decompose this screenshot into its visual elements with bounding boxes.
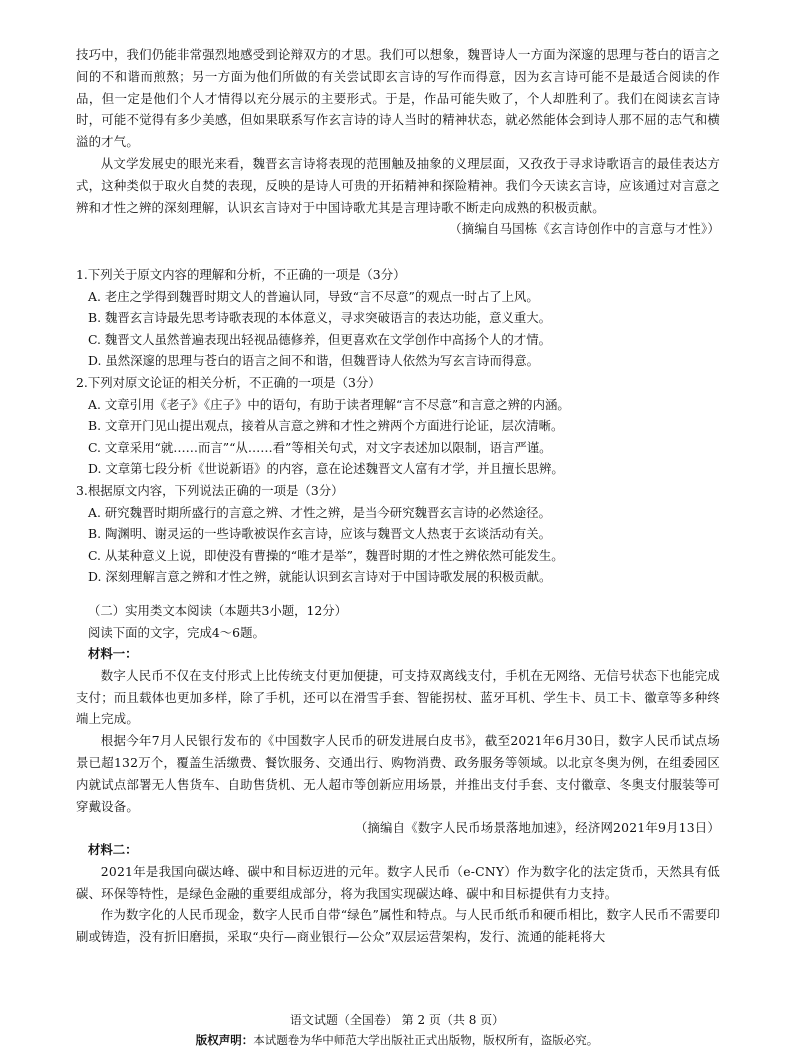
question-3 — [76, 480, 720, 588]
material-one-label: 材料一： — [88, 646, 138, 662]
option-d: D. 虽然深邃的思理与苍白的语言之间不和谐，但魏晋诗人依然为写玄言诗而得意。 — [88, 353, 540, 369]
option-b: B. 文章开门见山提出观点，接着从言意之辨和才性之辨两个方面进行论证，层次清晰。 — [88, 418, 564, 434]
passage-continuation — [76, 44, 720, 240]
copyright-label: 版权声明： — [195, 1033, 254, 1047]
option-a: A. 研究魏晋时期所盛行的言意之辨、才性之辨，是当今研究魏晋玄言诗的必然途径。 — [88, 504, 551, 520]
question-stem: 2.下列对原文论证的相关分析，不正确的一项是（3分） — [76, 374, 381, 390]
option-d: D. 深刻理解言意之辨和才性之辨，就能认识到玄言诗对于中国诗歌发展的积极贡献。 — [88, 569, 552, 585]
body-paragraph: 从文学发展史的眼光来看，魏晋玄言诗将表现的范围触及抽象的义理层面，又孜孜于寻求诗歌语言的最佳表达方式，这种类似于取火自焚的表现，反映的是诗人可贵的开拓精神和探险精神。我们今天读玄言诗，应该通过对言意之辨和才性之辨的深刻理解，认识玄言诗对于中国诗歌尤其是言理诗歌不断走向成熟的积极贡献。 — [76, 155, 720, 215]
section-instruction: 阅读下面的文字，完成4～6题。 — [88, 624, 265, 640]
body-paragraph: 技巧中，我们仍能非常强烈地感受到论辩双方的才思。我们可以想象，魏晋诗人一方面为深邃的思理与苍白的语言之间的不和谐而煎熬；另一方面为他们所做的有关尝试即玄言诗的写作而得意，因为玄言诗可能不是最适合阅读的作品，但一定是他们个人才情得以充分展示的主要形式。于是，作品可能失败了，个人却胜利了。我们在阅读玄言诗时，可能不觉得有多少美感，但如果联系写作玄言诗的诗人当时的精神状态，就必然能体会到诗人那不屈的志气和横溢的才气。 — [76, 47, 720, 150]
option-d: D. 文章第七段分析《世说新语》的内容，意在论述魏晋文人富有才学，并且擅长思辨。 — [88, 461, 564, 477]
question-stem: 3.根据原文内容，下列说法正确的一项是（3分） — [76, 482, 344, 498]
question-1 — [76, 264, 720, 372]
body-paragraph: 根据今年7月人民银行发布的《中国数字人民币的研发进展白皮书》，截至2021年6月30日，数字人民币试点场景已超132万个，覆盖生活缴费、餐饮服务、交通出行、购物消费、政务服务等领域。以北京冬奥为例，在组委园区内就试点部署无人售货车、自助售货机、无人超市等创新应用场景，并推出支付手套、支付徽章、冬奥支付服装等可穿戴设备。 — [76, 733, 720, 814]
copyright-notice — [0, 1032, 794, 1048]
option-c: C. 文章采用“就……而言”“从……看”等相关句式，对文字表述加以限制，语言严谨。 — [88, 439, 552, 455]
option-b: B. 陶渊明、谢灵运的一些诗歌被误作玄言诗，应该与魏晋文人热衷于玄谈活动有关。 — [88, 526, 552, 542]
question-stem: 1.下列关于原文内容的理解和分析，不正确的一项是（3分） — [76, 267, 406, 282]
option-c: C. 魏晋文人虽然普遍表现出轻视品德修养，但更喜欢在文学创作中高扬个人的才情。 — [88, 331, 551, 347]
question-group — [76, 264, 720, 588]
section-heading: （二）实用类文本阅读（本题共3小题，12分） — [88, 603, 348, 618]
source-citation: （摘编自《数字人民币场景落地加速》，经济网2021年9月13日） — [354, 820, 720, 836]
material-two-label: 材料二： — [88, 842, 138, 858]
source-citation: （摘编自马国栋《玄言诗创作中的言意与才性》） — [449, 221, 720, 237]
question-2 — [76, 372, 720, 480]
option-a: A. 老庄之学得到魏晋时期文人的普遍认同，导致“言不尽意”的观点一时占了上风。 — [88, 288, 539, 304]
option-a: A. 文章引用《老子》《庄子》中的语句，有助于读者理解“言不尽意”和言意之辨的内涵。 — [88, 396, 570, 412]
option-b: B. 魏晋玄言诗最先思考诗歌表现的本体意义，寻求突破语言的表达功能，意义重大。 — [88, 310, 552, 326]
page-number-line: 语文试题（全国卷） 第 2 页（共 8 页） — [289, 1013, 505, 1027]
body-paragraph: 2021年是我国向碳达峰、碳中和目标迈进的元年。数字人民币（e-CNY）作为数字化的法定货币，天然具有低碳、环保等特性，是绿色金融的重要组成部分，将为我国实现碳达峰、碳中和目标提供有力支持。 — [76, 863, 720, 901]
body-paragraph: 作为数字化的人民币现金，数字人民币自带“绿色”属性和特点。与人民币纸币和硬币相比，数字人民币不需要印刷或铸造，没有折旧磨损，采取“央行—商业银行—公众”双层运营架构，发行、流通的能耗将大 — [76, 907, 720, 945]
section-two — [76, 600, 720, 948]
option-c: C. 从某种意义上说，即使没有曹操的“唯才是举”，魏晋时期的才性之辨依然可能发生。 — [88, 547, 564, 563]
copyright-text: 本试题卷为华中师范大学出版社正式出版物，版权所有，盗版必究。 — [253, 1033, 599, 1047]
body-paragraph: 数字人民币不仅在支付形式上比传统支付更加便捷，可支持双离线支付，手机在无网络、无信号状态下也能完成支付；而且载体也更加多样，除了手机，还可以在滑雪手套、智能拐杖、蓝牙耳机、学生卡、员工卡、徽章等多种终端上完成。 — [76, 667, 720, 727]
